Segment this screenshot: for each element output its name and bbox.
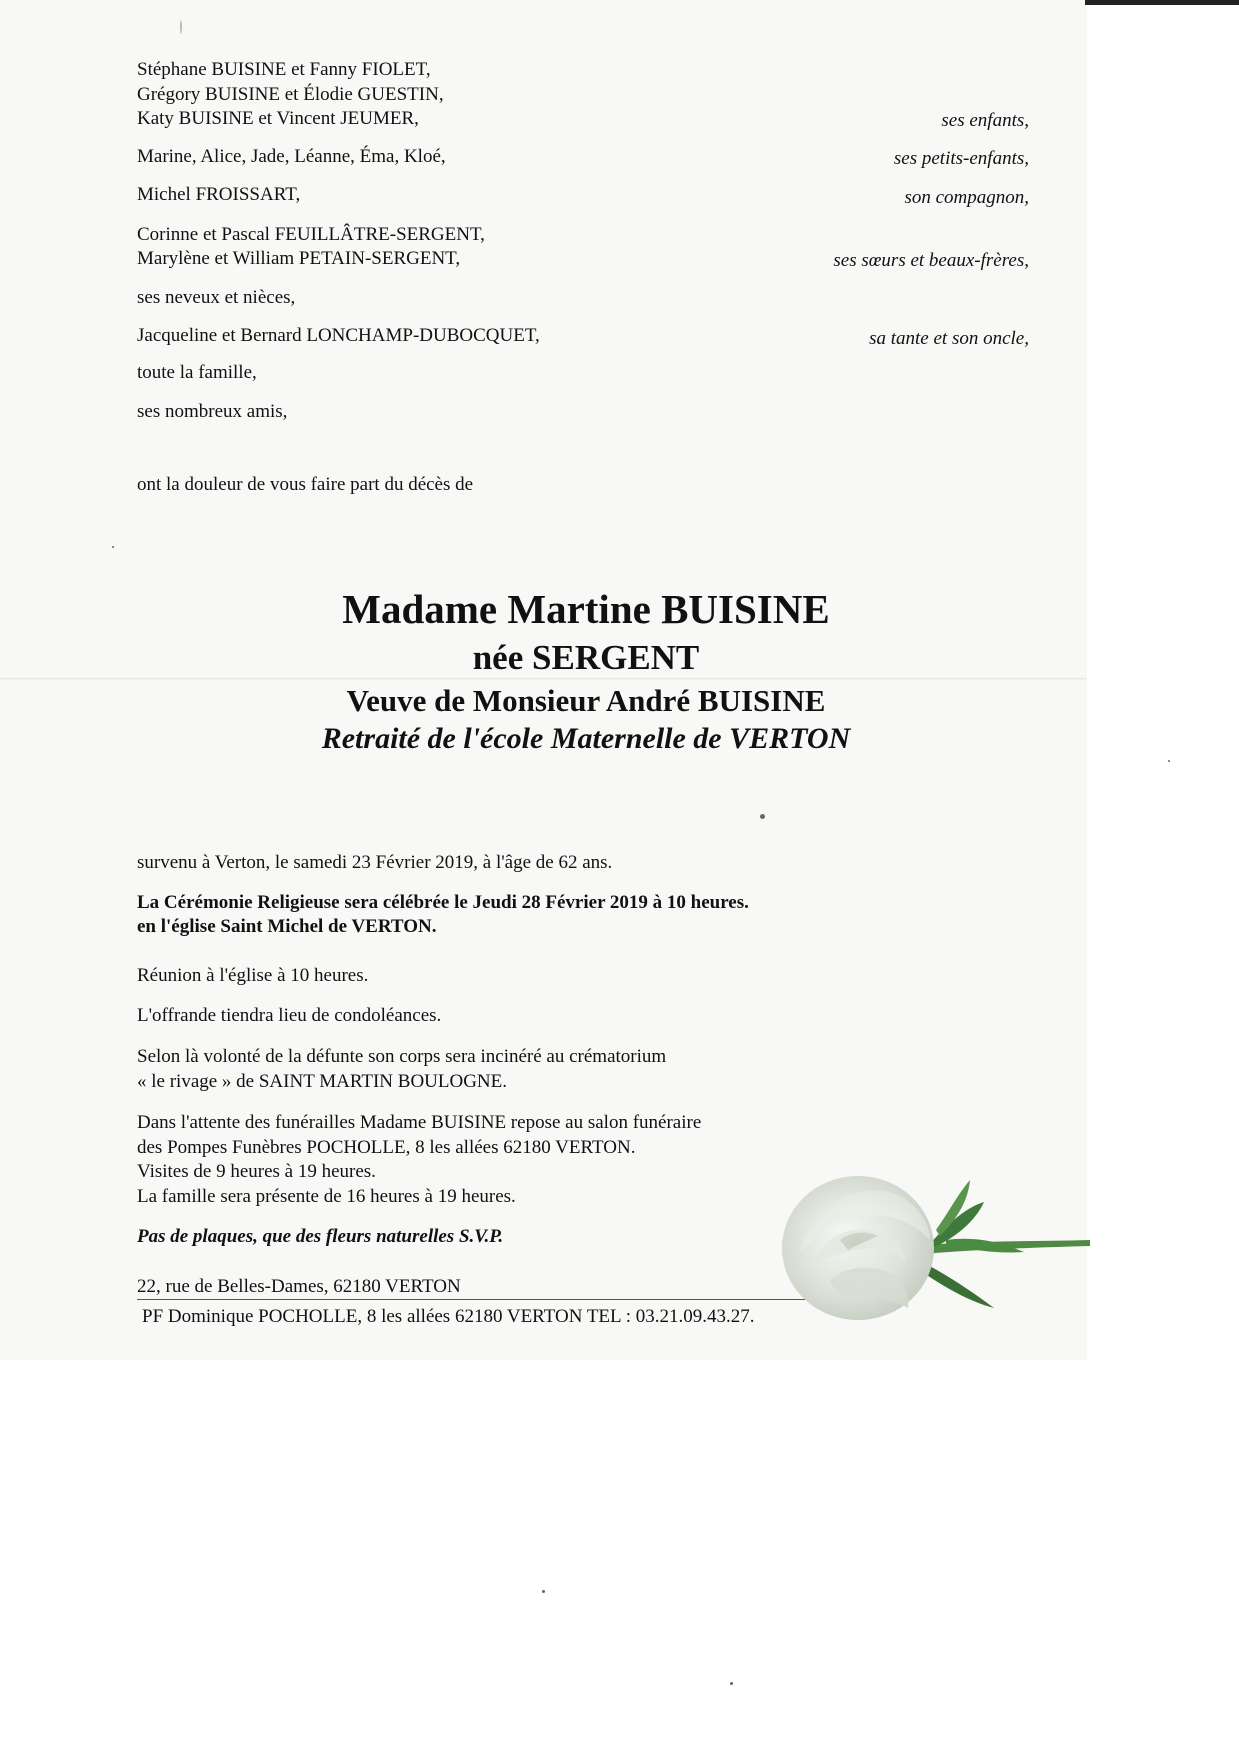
scan-speck — [760, 814, 765, 819]
scan-speck — [730, 1682, 733, 1685]
scan-speck — [542, 1590, 545, 1593]
family-all: toute la famille, — [137, 362, 257, 383]
white-rose-image — [780, 1140, 1090, 1340]
deceased-name: Madame Martine BUISINE — [342, 586, 830, 632]
relation-aunt-uncle: sa tante et son oncle, — [869, 328, 1029, 349]
scan-speck — [180, 20, 182, 34]
relation-grandchildren: ses petits-enfants, — [893, 148, 1029, 169]
family-line-3: Katy BUISINE et Vincent JEUMER, — [137, 108, 419, 129]
family-siblings-2: Marylène et William PETAIN-SERGENT, — [137, 248, 461, 269]
family-address: 22, rue de Belles-Dames, 62180 VERTON — [137, 1276, 461, 1297]
rest-line-1: Dans l'attente des funérailles Madame BUISINE repose au salon funéraire — [137, 1112, 702, 1133]
announce-text: ont la douleur de vous faire part du décès de — [137, 474, 474, 495]
scan-edge — [1085, 0, 1239, 5]
family-companion: Michel FROISSART, — [137, 184, 301, 205]
ceremony-line-1: La Cérémonie Religieuse sera célébrée le Jeudi 28 Février 2019 à 10 heures. — [137, 892, 749, 913]
flowers-note: Pas de plaques, que des fleurs naturelles S.V.P. — [137, 1226, 504, 1247]
scan-speck — [1168, 760, 1170, 762]
family-aunt-uncle: Jacqueline et Bernard LONCHAMP-DUBOCQUET, — [137, 325, 540, 346]
presence-info: La famille sera présente de 16 heures à 19 heures. — [137, 1186, 516, 1207]
deceased-profession: Retraité de l'école Maternelle de VERTON — [321, 722, 851, 755]
family-line-2: Grégory BUISINE et Élodie GUESTIN, — [137, 84, 444, 105]
visits-info: Visites de 9 heures à 19 heures. — [137, 1161, 376, 1182]
scan-speck — [112, 546, 114, 548]
address-rule — [137, 1299, 810, 1300]
ceremony-line-2: en l'église Saint Michel de VERTON. — [137, 916, 437, 937]
relation-companion: son compagnon, — [904, 187, 1029, 208]
relation-siblings: ses sœurs et beaux-frères, — [833, 250, 1029, 271]
deceased-widow-of: Veuve de Monsieur André BUISINE — [346, 683, 826, 718]
cremation-line-2: « le rivage » de SAINT MARTIN BOULOGNE. — [137, 1071, 508, 1092]
death-info: survenu à Verton, le samedi 23 Février 2019, à l'âge de 62 ans. — [137, 852, 613, 873]
relation-children: ses enfants, — [941, 110, 1029, 131]
family-siblings-1: Corinne et Pascal FEUILLÂTRE-SERGENT, — [137, 224, 485, 245]
meeting-info: Réunion à l'église à 10 heures. — [137, 965, 369, 986]
family-friends: ses nombreux amis, — [137, 401, 288, 422]
family-grandchildren: Marine, Alice, Jade, Léanne, Éma, Kloé, — [137, 146, 446, 167]
cremation-line-1: Selon là volonté de la défunte son corps sera incinéré au crématorium — [137, 1046, 667, 1067]
family-nephews: ses neveux et nièces, — [137, 287, 296, 308]
family-line-1: Stéphane BUISINE et Fanny FIOLET, — [137, 59, 431, 80]
funeral-home-info: PF Dominique POCHOLLE, 8 les allées 62180 VERTON TEL : 03.21.09.43.27. — [142, 1306, 755, 1327]
rest-line-2: des Pompes Funèbres POCHOLLE, 8 les allées 62180 VERTON. — [137, 1137, 636, 1158]
offering-info: L'offrande tiendra lieu de condoléances. — [137, 1005, 442, 1026]
deceased-maiden-name: née SERGENT — [472, 638, 700, 677]
